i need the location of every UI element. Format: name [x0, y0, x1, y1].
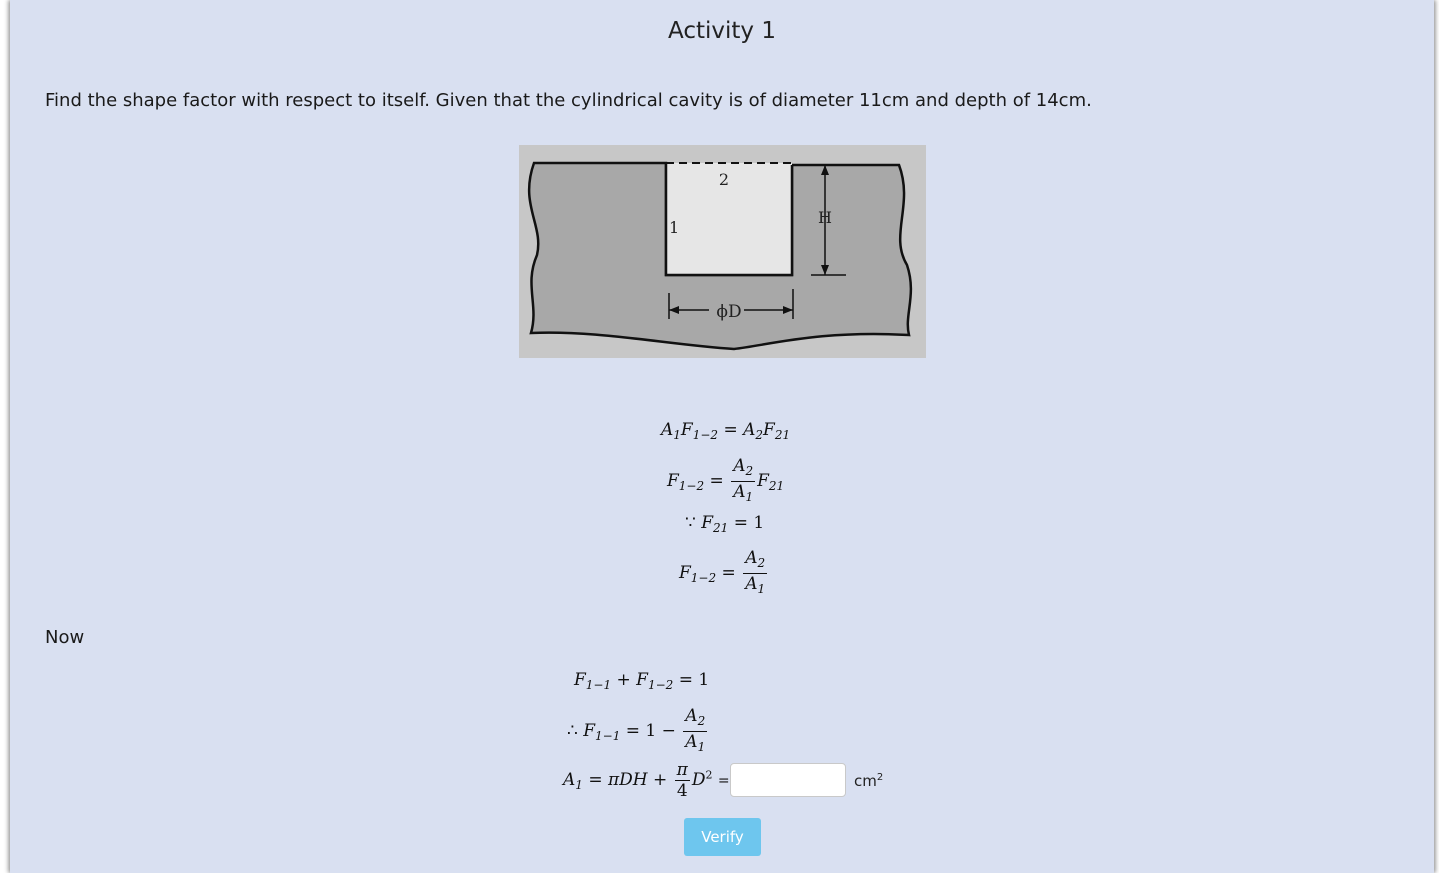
activity-title: Activity 1: [668, 18, 776, 44]
equation-f12-result: $F_{1-2}$ = $\frac{A_2}{A_1}$: [679, 548, 766, 596]
equation-f21-unity: ∵ $F_{21} = 1$: [685, 513, 765, 535]
question-text: Find the shape factor with respect to itself. Given that the cylindrical cavity is of diameter 11cm and depth of 14cm.: [45, 90, 1092, 111]
equals-sign: =: [717, 773, 730, 789]
equation-f11-result: ∴ $F_{1-1} = 1$ − $\frac{A_2}{A_1}$: [567, 706, 706, 754]
height-label: H: [818, 208, 832, 227]
unit-label: [854, 772, 883, 790]
unit-text: cm: [854, 772, 877, 790]
activity-panel: [10, 0, 1434, 873]
equation-f12-ratio: $F_{1-2}$ = $\frac{A_2}{A_1}$ $F_{21}$: [667, 456, 785, 504]
equation-reciprocity: $A_1F_{1-2} = A_2F_{21}$: [661, 420, 791, 442]
answer-input[interactable]: [730, 763, 846, 797]
cavity-diagram: [519, 145, 926, 358]
equation-summation: $F_{1-1} + F_{1-2} = 1$: [574, 670, 710, 692]
now-label: Now: [45, 627, 85, 648]
diameter-label: ϕD: [716, 302, 742, 322]
unit-exponent: 2: [876, 772, 884, 783]
verify-button[interactable]: Verify: [684, 818, 761, 856]
equation-area-a1: $A_1 = \pi DH$ + $\frac{\pi}{4}$ $D^2$ =: [563, 760, 730, 801]
surface-2-label: 2: [718, 170, 730, 189]
surface-1-label: 1: [669, 218, 680, 237]
